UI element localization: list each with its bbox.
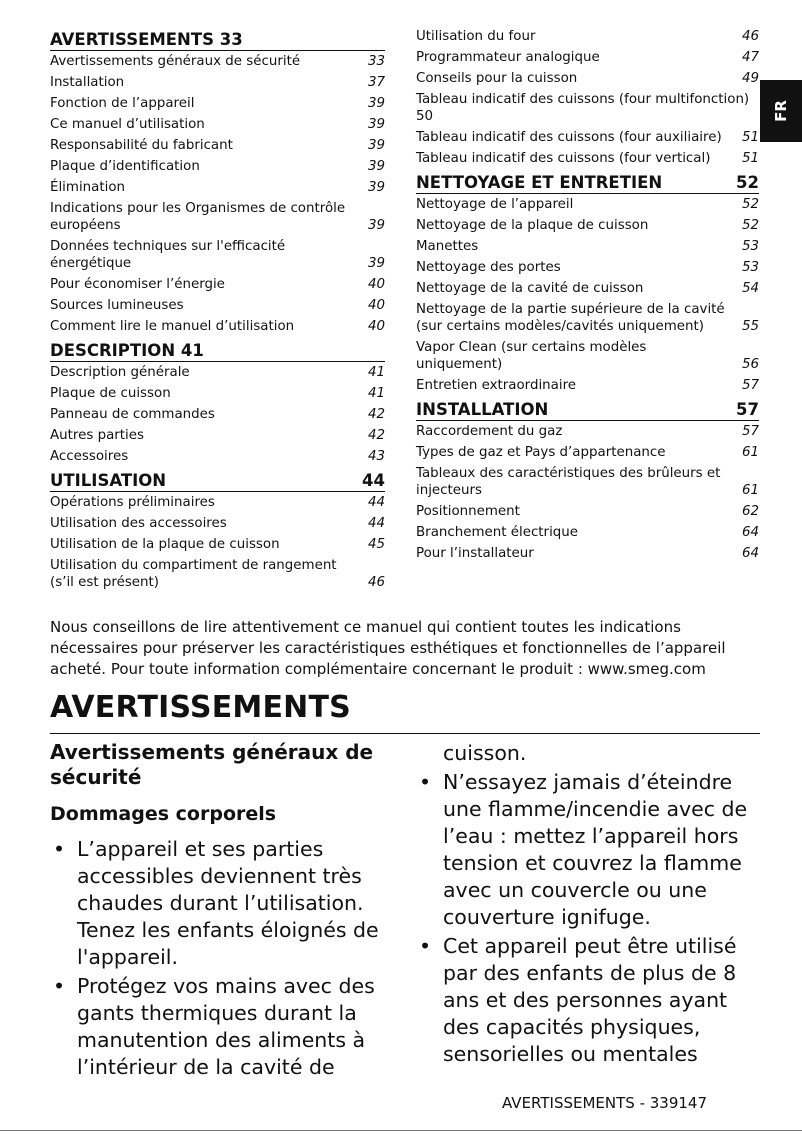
toc-entry-label: Accessoires [50,449,129,464]
toc-entry[interactable] [416,465,759,499]
toc-entry[interactable] [50,385,385,402]
toc-entry-label: Opérations préliminaires [50,495,215,510]
toc-entry-page: 55 [741,319,759,334]
toc-entry[interactable] [416,70,759,87]
toc-heading-page: 44 [362,471,385,490]
toc-entry-label: Pour économiser l’énergie [50,277,225,292]
toc-entry[interactable] [416,545,759,562]
toc-entry-label: Sources lumineuses [50,298,184,313]
toc-entry-page: 46 [741,29,759,44]
toc-entry[interactable] [50,318,385,335]
toc-entry-page: 52 [741,218,759,233]
toc-entry-label: Ce manuel d’utilisation [50,117,205,132]
toc-entry-page: 44 [367,516,385,531]
toc-entry[interactable] [50,238,385,272]
toc-entry-page: 39 [367,96,385,111]
toc-entry[interactable] [416,196,759,213]
bullet-item: • N’essayez jamais d’éteindre une flamme/incendie avec de l’eau : mettez l’appareil hors tension et couvrez la flamme avec un couvercle ou une couverture ignifuge. [416,769,766,931]
toc-entry-page: 42 [367,428,385,443]
toc-entry-page: 45 [367,537,385,552]
language-tab [760,80,802,142]
toc-entry[interactable] [416,339,759,373]
toc-entry[interactable] [50,427,385,444]
toc-entry-label: Panneau de commandes [50,407,215,422]
toc-right-column [416,28,759,566]
toc-entry-label: Nettoyage de la cavité de cuisson [416,281,644,296]
toc-entry[interactable] [50,406,385,423]
toc-section-heading [50,28,385,51]
toc-entry-label: Comment lire le manuel d’utilisation [50,319,295,334]
toc-section-heading [416,171,759,194]
toc-heading-label: INSTALLATION [416,400,549,419]
toc-entry[interactable] [50,137,385,154]
toc-entry[interactable] [50,557,385,591]
toc-entry-page: 51 [741,130,759,145]
toc-entry[interactable] [416,150,759,167]
toc-entry-page: 51 [741,151,759,166]
toc-entry[interactable] [416,280,759,297]
warnings-column-left [50,740,380,1083]
toc-entry[interactable] [416,238,759,255]
toc-entry-label: Pour l’installateur [416,546,534,561]
toc-entry-page: 47 [741,50,759,65]
toc-entry[interactable] [416,217,759,234]
toc-entry-label: Données techniques sur l'efficacité énergétique [50,239,286,271]
toc-entry-label: Branchement électrique [416,525,579,540]
toc-entry-label: Manettes [416,239,479,254]
toc-entry[interactable] [416,377,759,394]
toc-left-column [50,28,385,595]
toc-entry-label: Autres parties [50,428,144,443]
toc-entry[interactable] [416,301,759,335]
toc-entry-page: 41 [367,386,385,401]
bullet-item: • L’appareil et ses parties accessibles deviennent très chaudes durant l’utilisation. Tenez les enfants éloignés de l'appareil. [50,836,380,971]
toc-entry-label: Nettoyage de la partie supérieure de la cavité (sur certains modèles/cavités uniquement) [416,302,725,334]
toc-entry-page: 64 [741,525,759,540]
toc-entry-page: 52 [741,197,759,212]
toc-entry-page: 37 [367,75,385,90]
toc-section-heading [50,339,385,362]
toc-entry[interactable] [50,179,385,196]
toc-entry[interactable] [50,116,385,133]
toc-entry-page: 40 [367,319,385,334]
toc-entry-label: Tableau indicatif des cuissons (four vertical) [416,151,711,166]
toc-entry[interactable] [50,515,385,532]
toc-entry[interactable] [50,536,385,553]
warnings-column-right [416,740,766,1070]
toc-entry-page: 53 [741,239,759,254]
toc-entry[interactable] [416,28,759,45]
toc-entry-label: Responsabilité du fabricant [50,138,233,153]
bottom-rule [0,1130,802,1131]
bullet-list-right [416,769,766,1068]
toc-entry-label: Conseils pour la cuisson [416,71,578,86]
toc-entry[interactable] [416,91,759,125]
toc-entry-label: Vapor Clean (sur certains modèles uniquement) [416,340,647,372]
toc-entry[interactable] [50,494,385,511]
toc-entry-label: Indications pour les Organismes de contrôle européens [50,201,346,233]
toc-entry-label: Entretien extraordinaire [416,378,577,393]
toc-entry-label: Fonction de l’appareil [50,96,195,111]
toc-entry-page: 33 [367,54,385,69]
language-tab-label: FR [771,100,790,122]
toc-entry-page: 39 [367,180,385,195]
toc-entry-page: 61 [741,445,759,460]
toc-entry[interactable] [50,95,385,112]
toc-entry[interactable] [50,297,385,314]
toc-entry-label: Nettoyage de l’appareil [416,197,574,212]
toc-entry[interactable] [50,364,385,381]
toc-entry-page: 44 [367,495,385,510]
toc-entry-label: Utilisation du compartiment de rangement (s’il est présent) [50,558,337,590]
toc-entry[interactable] [50,53,385,70]
toc-heading-label: NETTOYAGE ET ENTRETIEN [416,173,663,192]
title-rule [50,733,760,734]
section-title: Avertissements généraux de sécurité [50,740,374,789]
toc-entry-page: 39 [367,256,385,271]
toc-entry-label: Raccordement du gaz [416,424,563,439]
toc-entry-page: 61 [741,483,759,498]
toc-entry-label: Tableau indicatif des cuissons (four auxiliaire) [416,130,722,145]
toc-entry-label: Nettoyage de la plaque de cuisson [416,218,649,233]
toc-entry-label: Plaque de cuisson [50,386,171,401]
toc-entry[interactable] [50,276,385,293]
toc-entry[interactable] [416,444,759,461]
toc-heading-label: AVERTISSEMENTS 33 [50,30,243,49]
toc-entry-page: 39 [367,138,385,153]
subsection-title: Dommages corporels [50,803,277,825]
toc-entry-label: Utilisation de la plaque de cuisson [50,537,280,552]
toc-entry[interactable] [416,524,759,541]
toc-entry-page: 53 [741,260,759,275]
toc-entry-page: 57 [741,378,759,393]
toc-heading-label: DESCRIPTION 41 [50,341,204,360]
toc-entry-label: Utilisation du four [416,29,536,44]
toc-entry-label: Tableaux des caractéristiques des brûleurs et injecteurs [416,466,721,498]
toc-heading-page: 57 [736,400,759,419]
toc-entry[interactable] [50,448,385,465]
toc-section-heading [416,398,759,421]
bullet-list-left [50,836,380,1081]
toc-entry-page: 39 [367,218,385,233]
toc-heading-page: 52 [736,173,759,192]
toc-entry[interactable] [416,259,759,276]
toc-entry-label: Élimination [50,180,126,195]
toc-section-heading [50,469,385,492]
toc-entry-page: 41 [367,365,385,380]
toc-entry[interactable] [50,74,385,91]
toc-entry-label: Types de gaz et Pays d’appartenance [416,445,666,460]
toc-entry[interactable] [50,200,385,234]
page-footer [502,1094,802,1112]
bullet-item: • Cet appareil peut être utilisé par des enfants de plus de 8 ans et des personnes ayant des capacités physiques, sensorielles ou mentales [416,933,766,1068]
toc-entry-label: Positionnement [416,504,520,519]
toc-entry-page: 39 [367,117,385,132]
toc-entry-label: Plaque d’identification [50,159,200,174]
toc-entry-page: 43 [367,449,385,464]
toc-entry-page: 49 [741,71,759,86]
toc-entry-label: Description générale [50,365,190,380]
toc-entry-page: 57 [741,424,759,439]
intro-paragraph: Nous conseillons de lire attentivement ce manuel qui contient toutes les indications nécessaires pour préserver les caractéristiques esthétiques et fonctionnelles de l’appareil acheté. Pour toute information complémentaire concernant le produit : www.smeg.com [50,618,726,678]
toc-entry[interactable] [416,423,759,440]
footer-text: AVERTISSEMENTS - 339147 [502,1094,708,1112]
toc-entry-page: 46 [367,575,385,590]
bullet-continuation: cuisson. [443,741,527,765]
toc-entry-label: Programmateur analogique [416,50,600,65]
toc-entry-label: Utilisation des accessoires [50,516,227,531]
toc-entry-page: 39 [367,159,385,174]
toc-entry-label: Nettoyage des portes [416,260,561,275]
toc-entry-label: Avertissements généraux de sécurité [50,54,301,69]
toc-entry-page: 40 [367,277,385,292]
toc-entry-page: 54 [741,281,759,296]
toc-entry[interactable] [416,129,759,146]
bullet-item: • Protégez vos mains avec des gants thermiques durant la manutention des aliments à l’intérieur de la cavité de [50,973,380,1081]
toc-entry[interactable] [416,503,759,520]
toc-entry-page: 56 [741,357,759,372]
toc-entry-page: 62 [741,504,759,519]
toc-entry-page: 42 [367,407,385,422]
toc-entry[interactable] [416,49,759,66]
toc-heading-label: UTILISATION [50,471,167,490]
page-title: AVERTISSEMENTS [50,690,351,725]
toc-entry-label: Installation [50,75,125,90]
toc-entry-page: 40 [367,298,385,313]
toc-entry[interactable] [50,158,385,175]
toc-entry-label: Tableau indicatif des cuissons (four multifonction) 50 [416,92,750,124]
toc-entry-page: 64 [741,546,759,561]
